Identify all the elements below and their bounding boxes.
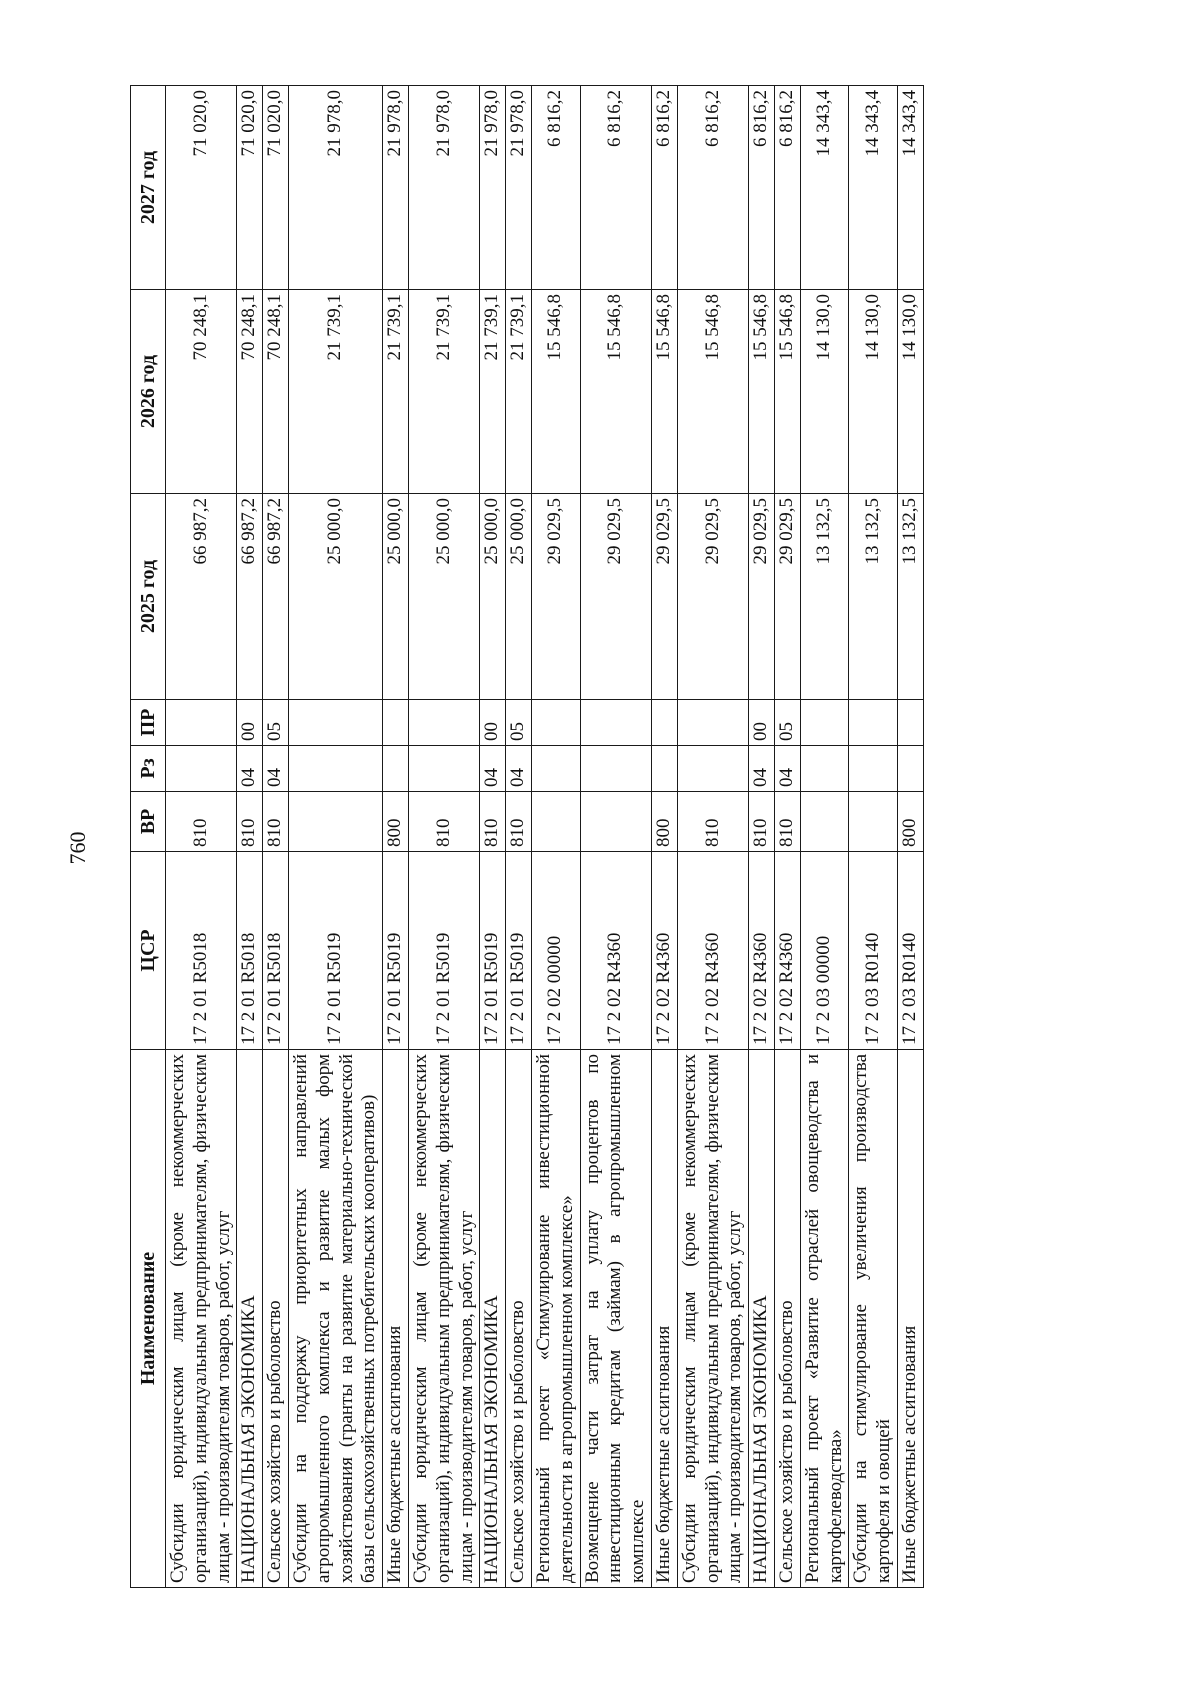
cell-2025: 25 000,0 [408, 494, 479, 700]
cell-rz: 04 [774, 746, 800, 792]
cell-name: Иные бюджетные ассигнования [651, 1050, 677, 1588]
cell-2027: 71 020,0 [166, 86, 237, 290]
cell-2025: 29 029,5 [677, 494, 748, 700]
cell-2027: 6 816,2 [677, 86, 748, 290]
cell-pr: 00 [749, 700, 775, 746]
cell-pr: 05 [263, 700, 289, 746]
table-row [749, 86, 775, 1588]
cell-2025: 13 132,5 [800, 494, 849, 700]
cell-2027: 21 978,0 [288, 86, 382, 290]
cell-name: Возмещение части затрат на уплату процентов по инвестиционным кредитам (займам) в агропромышленном комплексе [580, 1050, 651, 1588]
cell-csr: 17 2 01 R5019 [288, 852, 382, 1050]
cell-2027: 6 816,2 [749, 86, 775, 290]
table-body [166, 86, 924, 1588]
cell-2026: 15 546,8 [749, 290, 775, 494]
cell-2025: 66 987,2 [166, 494, 237, 700]
cell-rz: 04 [263, 746, 289, 792]
cell-rz [383, 746, 409, 792]
table-row [580, 86, 651, 1588]
cell-2027: 6 816,2 [531, 86, 580, 290]
cell-csr: 17 2 02 R4360 [651, 852, 677, 1050]
cell-pr [677, 700, 748, 746]
cell-csr: 17 2 01 R5019 [408, 852, 479, 1050]
table-row [531, 86, 580, 1588]
table-row [383, 86, 409, 1588]
cell-2026: 14 130,0 [897, 290, 923, 494]
page-number: 760 [65, 831, 90, 865]
cell-2026: 21 739,1 [480, 290, 506, 494]
cell-2025: 25 000,0 [383, 494, 409, 700]
cell-2026: 15 546,8 [651, 290, 677, 494]
cell-2026: 70 248,1 [166, 290, 237, 494]
cell-pr [580, 700, 651, 746]
cell-2025: 29 029,5 [749, 494, 775, 700]
cell-2026: 14 130,0 [800, 290, 849, 494]
cell-name: Региональный проект «Развитие отраслей овощеводства и картофелеводства» [800, 1050, 849, 1588]
cell-rz [897, 746, 923, 792]
header-vr: ВР [131, 792, 166, 852]
cell-2027: 21 978,0 [408, 86, 479, 290]
cell-pr [800, 700, 849, 746]
header-2026: 2026 год [131, 290, 166, 494]
header-2027: 2027 год [131, 86, 166, 290]
cell-2025: 29 029,5 [651, 494, 677, 700]
table-row [263, 86, 289, 1588]
header-pr: ПР [131, 700, 166, 746]
cell-2025: 29 029,5 [774, 494, 800, 700]
cell-pr [383, 700, 409, 746]
cell-vr: 800 [897, 792, 923, 852]
cell-csr: 17 2 03 R0140 [849, 852, 898, 1050]
cell-vr [531, 792, 580, 852]
header-rz: Рз [131, 746, 166, 792]
cell-rz [531, 746, 580, 792]
cell-pr [166, 700, 237, 746]
cell-rz: 04 [749, 746, 775, 792]
cell-vr [800, 792, 849, 852]
cell-csr: 17 2 02 R4360 [677, 852, 748, 1050]
cell-2027: 21 978,0 [480, 86, 506, 290]
cell-rz: 04 [237, 746, 263, 792]
cell-csr: 17 2 01 R5018 [263, 852, 289, 1050]
cell-2025: 25 000,0 [506, 494, 532, 700]
cell-name: Сельское хозяйство и рыболовство [774, 1050, 800, 1588]
cell-vr: 810 [774, 792, 800, 852]
cell-2027: 14 343,4 [849, 86, 898, 290]
cell-rz [288, 746, 382, 792]
table-row [651, 86, 677, 1588]
cell-2025: 29 029,5 [531, 494, 580, 700]
cell-2027: 21 978,0 [383, 86, 409, 290]
cell-vr: 810 [480, 792, 506, 852]
cell-2025: 13 132,5 [849, 494, 898, 700]
cell-name: Иные бюджетные ассигнования [897, 1050, 923, 1588]
cell-2026: 21 739,1 [288, 290, 382, 494]
cell-name: Субсидии на поддержку приоритетных направлений агропромышленного комплекса и развитие малых форм хозяйствования (гранты на развитие материально-технической базы сельскохозяйственных потребительских кооперативов) [288, 1050, 382, 1588]
cell-name: Субсидии юридическим лицам (кроме некоммерческих организаций), индивидуальным предпринимателям, физическим лицам - производителям товаров, работ, услуг [408, 1050, 479, 1588]
table-row [897, 86, 923, 1588]
cell-2026: 70 248,1 [263, 290, 289, 494]
cell-vr [849, 792, 898, 852]
cell-csr: 17 2 01 R5018 [237, 852, 263, 1050]
cell-vr: 810 [263, 792, 289, 852]
table-row [849, 86, 898, 1588]
cell-vr: 800 [651, 792, 677, 852]
cell-2027: 71 020,0 [237, 86, 263, 290]
cell-2025: 13 132,5 [897, 494, 923, 700]
cell-rz [580, 746, 651, 792]
table-row [237, 86, 263, 1588]
cell-pr [288, 700, 382, 746]
cell-csr: 17 2 02 R4360 [749, 852, 775, 1050]
table-row [288, 86, 382, 1588]
cell-rz [651, 746, 677, 792]
cell-2027: 6 816,2 [651, 86, 677, 290]
cell-pr [849, 700, 898, 746]
table-row [774, 86, 800, 1588]
cell-csr: 17 2 01 R5019 [506, 852, 532, 1050]
cell-2026: 15 546,8 [580, 290, 651, 494]
table-row [166, 86, 237, 1588]
cell-csr: 17 2 02 R4360 [580, 852, 651, 1050]
cell-2027: 14 343,4 [800, 86, 849, 290]
cell-name: Субсидии юридическим лицам (кроме некоммерческих организаций), индивидуальным предпринимателям, физическим лицам - производителям товаров, работ, услуг [166, 1050, 237, 1588]
cell-csr: 17 2 01 R5019 [383, 852, 409, 1050]
cell-2027: 14 343,4 [897, 86, 923, 290]
cell-2026: 21 739,1 [408, 290, 479, 494]
cell-pr [651, 700, 677, 746]
cell-name: НАЦИОНАЛЬНАЯ ЭКОНОМИКА [237, 1050, 263, 1588]
cell-rz: 04 [480, 746, 506, 792]
cell-2026: 15 546,8 [677, 290, 748, 494]
cell-vr [580, 792, 651, 852]
cell-name: Иные бюджетные ассигнования [383, 1050, 409, 1588]
cell-csr: 17 2 03 00000 [800, 852, 849, 1050]
table-header-row [131, 86, 166, 1588]
cell-pr: 00 [480, 700, 506, 746]
cell-rz [849, 746, 898, 792]
cell-name: Субсидии на стимулирование увеличения производства картофеля и овощей [849, 1050, 898, 1588]
cell-name: Сельское хозяйство и рыболовство [506, 1050, 532, 1588]
header-name: Наименование [131, 1050, 166, 1588]
cell-csr: 17 2 01 R5018 [166, 852, 237, 1050]
cell-vr: 800 [383, 792, 409, 852]
cell-2025: 29 029,5 [580, 494, 651, 700]
cell-vr: 810 [506, 792, 532, 852]
cell-pr [408, 700, 479, 746]
cell-csr: 17 2 02 R4360 [774, 852, 800, 1050]
cell-vr: 810 [166, 792, 237, 852]
cell-2026: 21 739,1 [383, 290, 409, 494]
cell-2027: 6 816,2 [774, 86, 800, 290]
cell-2025: 66 987,2 [237, 494, 263, 700]
header-2025: 2025 год [131, 494, 166, 700]
cell-2026: 15 546,8 [774, 290, 800, 494]
table-row [480, 86, 506, 1588]
cell-rz [166, 746, 237, 792]
cell-name: НАЦИОНАЛЬНАЯ ЭКОНОМИКА [480, 1050, 506, 1588]
cell-2025: 25 000,0 [480, 494, 506, 700]
table-row [677, 86, 748, 1588]
cell-pr [897, 700, 923, 746]
cell-vr: 810 [237, 792, 263, 852]
cell-rz [800, 746, 849, 792]
cell-name: Региональный проект «Стимулирование инвестиционной деятельности в агропромышленном комплексе» [531, 1050, 580, 1588]
cell-csr: 17 2 01 R5019 [480, 852, 506, 1050]
cell-2026: 15 546,8 [531, 290, 580, 494]
cell-pr [531, 700, 580, 746]
cell-2026: 21 739,1 [506, 290, 532, 494]
cell-vr: 810 [408, 792, 479, 852]
cell-name: Сельское хозяйство и рыболовство [263, 1050, 289, 1588]
cell-2026: 14 130,0 [849, 290, 898, 494]
cell-2025: 66 987,2 [263, 494, 289, 700]
cell-2026: 70 248,1 [237, 290, 263, 494]
cell-rz: 04 [506, 746, 532, 792]
cell-2027: 71 020,0 [263, 86, 289, 290]
rotated-page-content [130, 86, 1074, 1588]
cell-pr: 00 [237, 700, 263, 746]
budget-table [130, 85, 924, 1588]
cell-name: НАЦИОНАЛЬНАЯ ЭКОНОМИКА [749, 1050, 775, 1588]
table-row [408, 86, 479, 1588]
table-row [506, 86, 532, 1588]
cell-pr: 05 [774, 700, 800, 746]
cell-vr: 810 [677, 792, 748, 852]
table-row [800, 86, 849, 1588]
cell-csr: 17 2 02 00000 [531, 852, 580, 1050]
cell-name: Субсидии юридическим лицам (кроме некоммерческих организаций), индивидуальным предпринимателям, физическим лицам - производителям товаров, работ, услуг [677, 1050, 748, 1588]
cell-2025: 25 000,0 [288, 494, 382, 700]
cell-csr: 17 2 03 R0140 [897, 852, 923, 1050]
cell-vr: 810 [749, 792, 775, 852]
cell-pr: 05 [506, 700, 532, 746]
header-csr: ЦСР [131, 852, 166, 1050]
cell-rz [677, 746, 748, 792]
cell-2027: 21 978,0 [506, 86, 532, 290]
cell-2027: 6 816,2 [580, 86, 651, 290]
cell-vr [288, 792, 382, 852]
cell-rz [408, 746, 479, 792]
